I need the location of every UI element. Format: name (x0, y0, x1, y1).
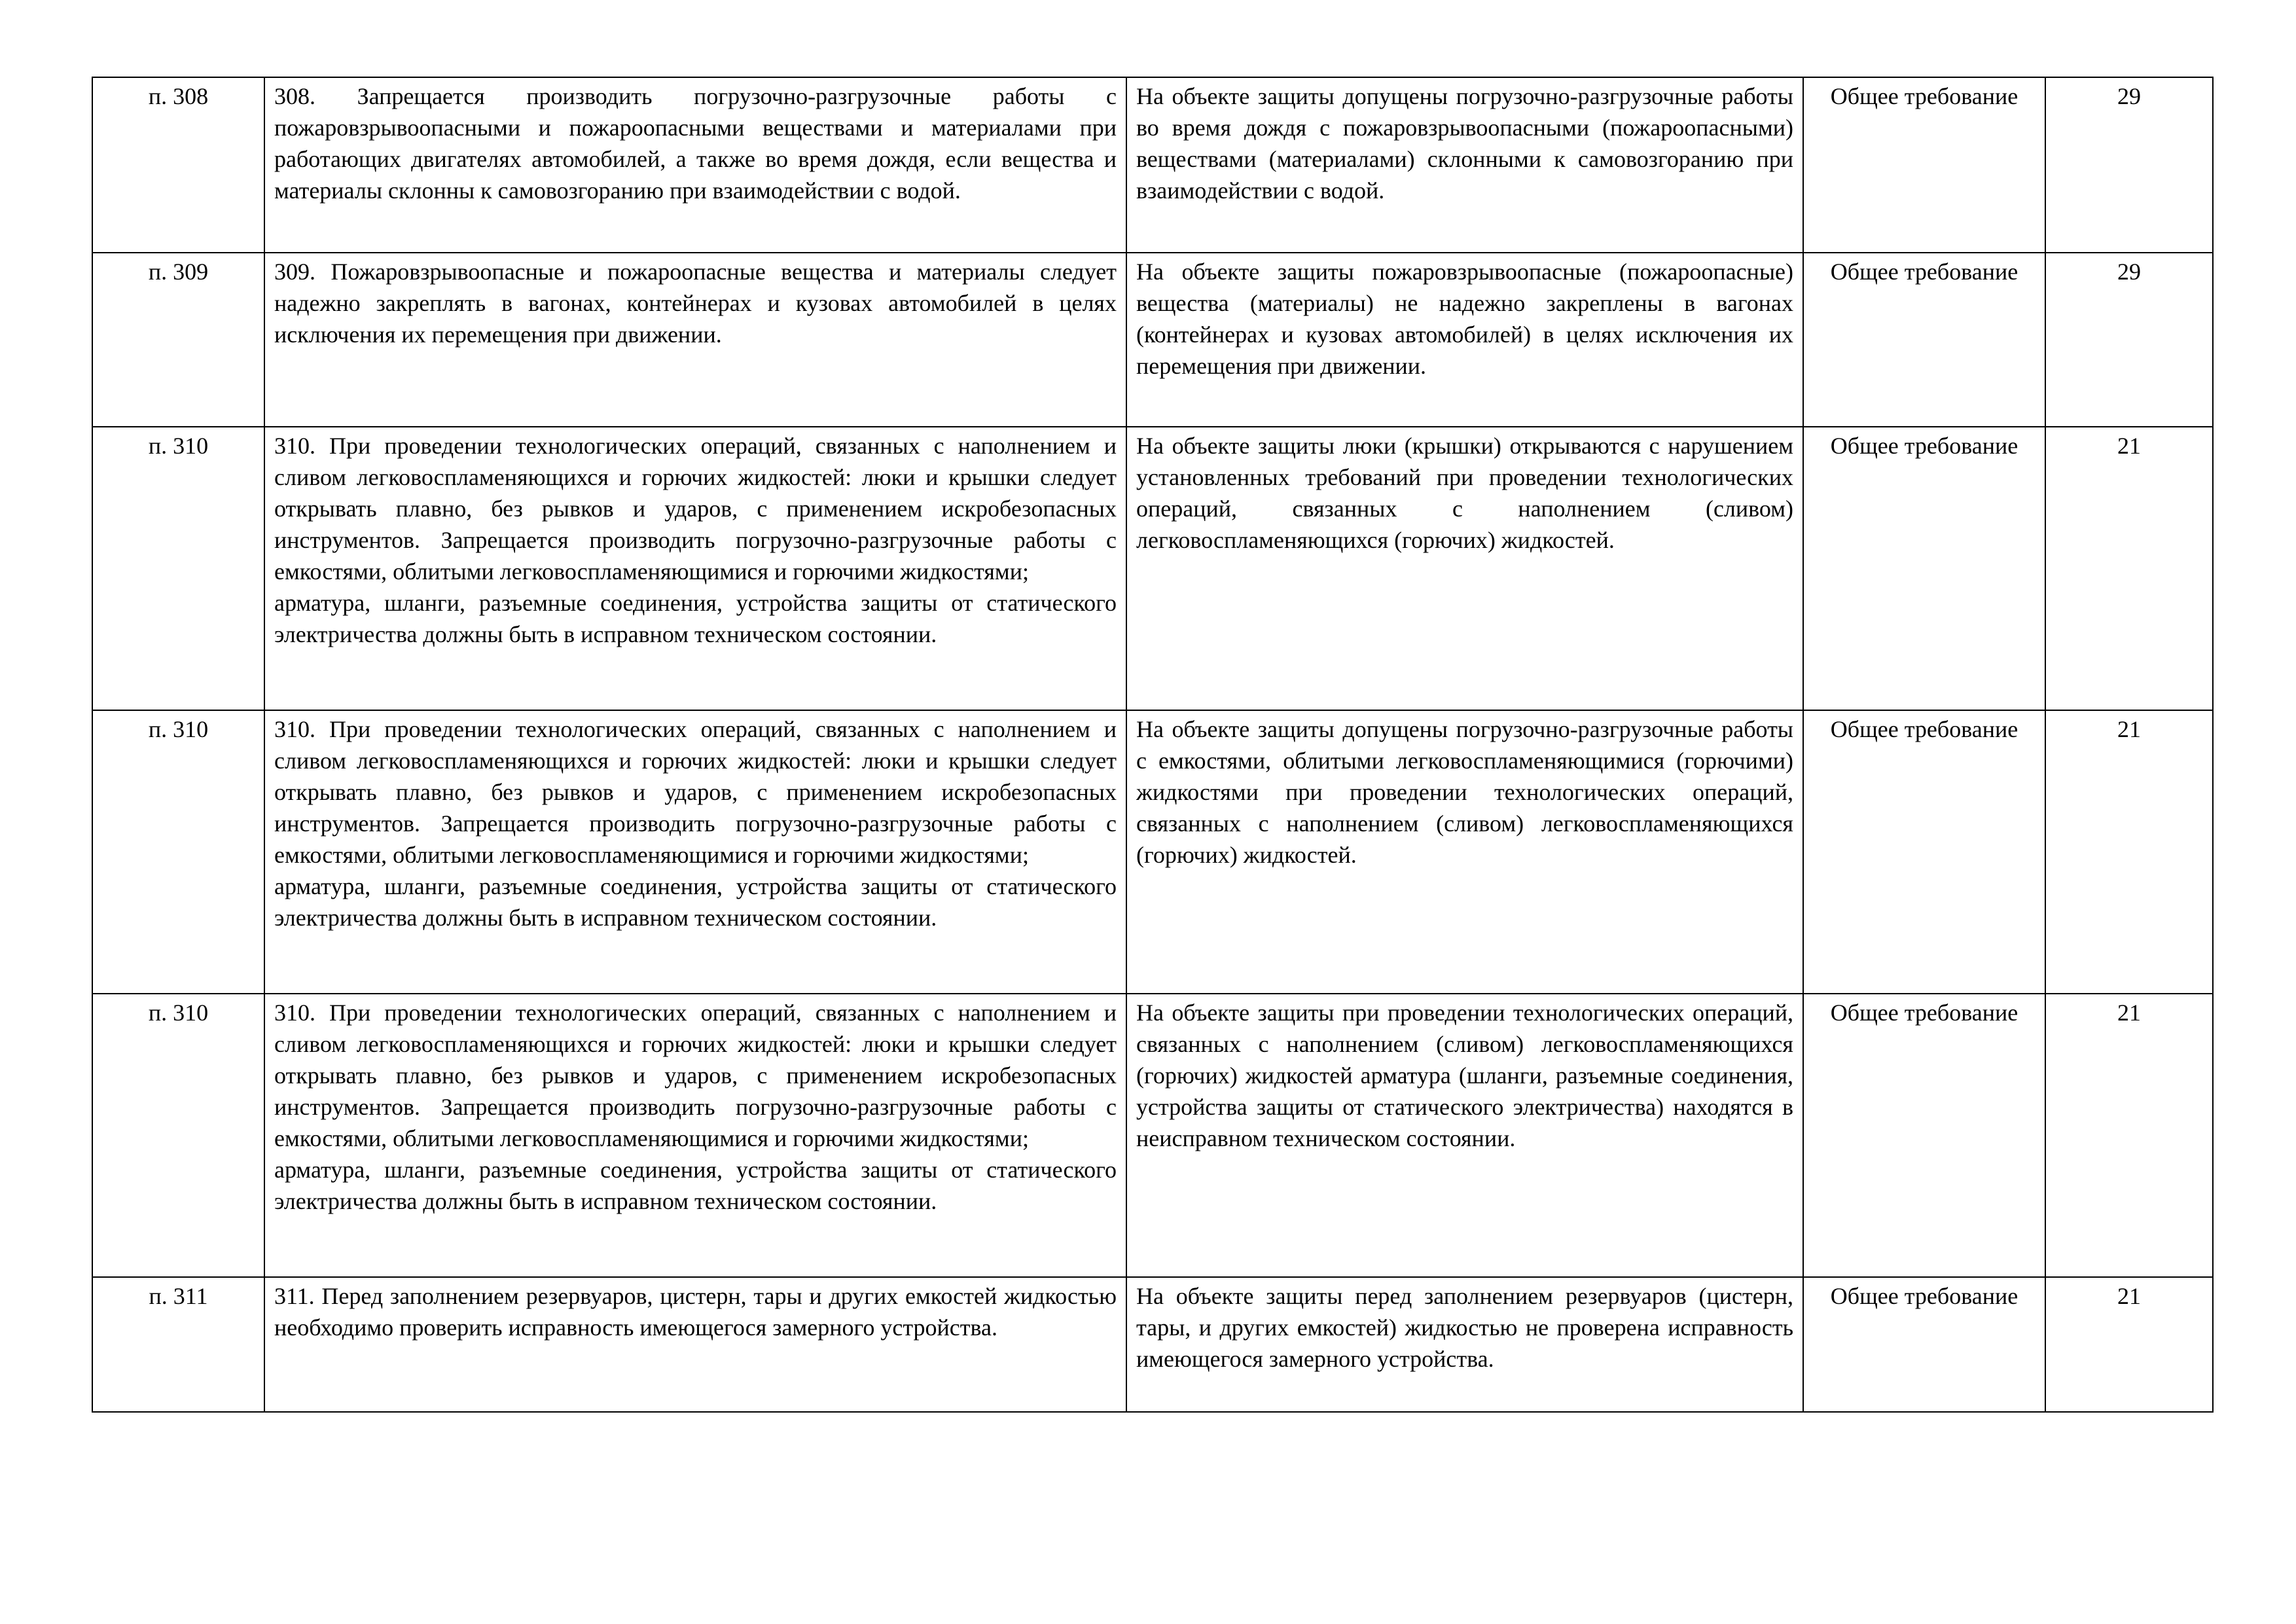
requirement-paragraph: 310. При проведении технологических операций, связанных с наполнением и сливом легковоспламеняющихся и горючих жидкостей: люки и крышки следует открывать плавно, без рывков и ударов, с применением искробезопасных инструментов. Запрещается производить погрузочно-разгрузочные работы с емкостями, облитыми легковоспламеняющимися и горючими жидкостями; (274, 1000, 1117, 1151)
article-number-cell: 21 (2045, 710, 2213, 994)
table-row (92, 1277, 2213, 1412)
requirement-type-cell: Общее требование (1803, 427, 2045, 710)
table-row (92, 710, 2213, 994)
requirement-text-cell (264, 710, 1126, 994)
violation-text-cell: На объекте защиты допущены погрузочно-разгрузочные работы с емкостями, облитыми легковоспламеняющимися (горючими) жидкостями при проведении технологических операций, связанных с наполнением (сливом) легковоспламеняющихся (горючих) жидкостей. (1126, 710, 1803, 994)
clause-number-cell: п. 311 (92, 1277, 264, 1412)
clause-number-cell: п. 309 (92, 253, 264, 427)
requirement-type-cell: Общее требование (1803, 710, 2045, 994)
requirement-paragraph: 309. Пожаровзрывоопасные и пожароопасные вещества и материалы следует надежно закреплять в вагонах, контейнерах и кузовах автомобилей в целях исключения их перемещения при движении. (274, 259, 1117, 348)
requirement-paragraph: арматура, шланги, разъемные соединения, устройства защиты от статического электричества должны быть в исправном техническом состоянии. (274, 590, 1117, 647)
table-row (92, 77, 2213, 253)
requirement-paragraph: 311. Перед заполнением резервуаров, цистерн, тары и других емкостей жидкостью необходимо проверить исправность имеющегося замерного устройства. (274, 1283, 1117, 1341)
violation-text-cell: На объекте защиты допущены погрузочно-разгрузочные работы во время дождя с пожаровзрывоопасными (пожароопасными) веществами (материалами) склонными к самовозгоранию при взаимодействии с водой. (1126, 77, 1803, 253)
violation-text-cell: На объекте защиты люки (крышки) открываются с нарушением установленных требований при проведении технологических операций, связанных с наполнением (сливом) легковоспламеняющихся (горючих) жидкостей. (1126, 427, 1803, 710)
clause-number-cell: п. 308 (92, 77, 264, 253)
clause-number-cell: п. 310 (92, 710, 264, 994)
table-row (92, 253, 2213, 427)
violation-text-cell: На объекте защиты перед заполнением резервуаров (цистерн, тары, и других емкостей) жидкостью не проверена исправность имеющегося замерного устройства. (1126, 1277, 1803, 1412)
requirements-table (92, 77, 2214, 1413)
article-number-cell: 21 (2045, 427, 2213, 710)
violation-text-cell: На объекте защиты при проведении технологических операций, связанных с наполнением (сливом) легковоспламеняющихся (горючих) жидкостей арматура (шланги, разъемные соединения, устройства защиты от статического электричества) находятся в неисправном техническом состоянии. (1126, 994, 1803, 1277)
requirement-type-cell: Общее требование (1803, 253, 2045, 427)
violation-text-cell: На объекте защиты пожаровзрывоопасные (пожароопасные) вещества (материалы) не надежно закреплены в вагонах (контейнерах и кузовах автомобилей) в целях исключения их перемещения при движении. (1126, 253, 1803, 427)
requirement-type-cell: Общее требование (1803, 994, 2045, 1277)
requirement-text-cell (264, 427, 1126, 710)
requirement-paragraph: арматура, шланги, разъемные соединения, устройства защиты от статического электричества должны быть в исправном техническом состоянии. (274, 1157, 1117, 1214)
table-row (92, 427, 2213, 710)
article-number-cell: 21 (2045, 994, 2213, 1277)
requirement-type-cell: Общее требование (1803, 1277, 2045, 1412)
requirement-text-cell (264, 253, 1126, 427)
requirement-type-cell: Общее требование (1803, 77, 2045, 253)
clause-number-cell: п. 310 (92, 427, 264, 710)
requirement-paragraph: 308. Запрещается производить погрузочно-разгрузочные работы с пожаровзрывоопасными и пожароопасными веществами и материалами при работающих двигателях автомобилей, а также во время дождя, если вещества и материалы склонны к самовозгоранию при взаимодействии с водой. (274, 83, 1117, 204)
article-number-cell: 21 (2045, 1277, 2213, 1412)
requirement-paragraph: 310. При проведении технологических операций, связанных с наполнением и сливом легковоспламеняющихся и горючих жидкостей: люки и крышки следует открывать плавно, без рывков и ударов, с применением искробезопасных инструментов. Запрещается производить погрузочно-разгрузочные работы с емкостями, облитыми легковоспламеняющимися и горючими жидкостями; (274, 716, 1117, 868)
requirement-text-cell (264, 1277, 1126, 1412)
requirement-paragraph: 310. При проведении технологических операций, связанных с наполнением и сливом легковоспламеняющихся и горючих жидкостей: люки и крышки следует открывать плавно, без рывков и ударов, с применением искробезопасных инструментов. Запрещается производить погрузочно-разгрузочные работы с емкостями, облитыми легковоспламеняющимися и горючими жидкостями; (274, 433, 1117, 585)
article-number-cell: 29 (2045, 253, 2213, 427)
requirement-text-cell (264, 994, 1126, 1277)
table-row (92, 994, 2213, 1277)
table-body (92, 77, 2213, 1412)
requirement-paragraph: арматура, шланги, разъемные соединения, устройства защиты от статического электричества должны быть в исправном техническом состоянии. (274, 873, 1117, 931)
requirement-text-cell (264, 77, 1126, 253)
clause-number-cell: п. 310 (92, 994, 264, 1277)
article-number-cell: 29 (2045, 77, 2213, 253)
